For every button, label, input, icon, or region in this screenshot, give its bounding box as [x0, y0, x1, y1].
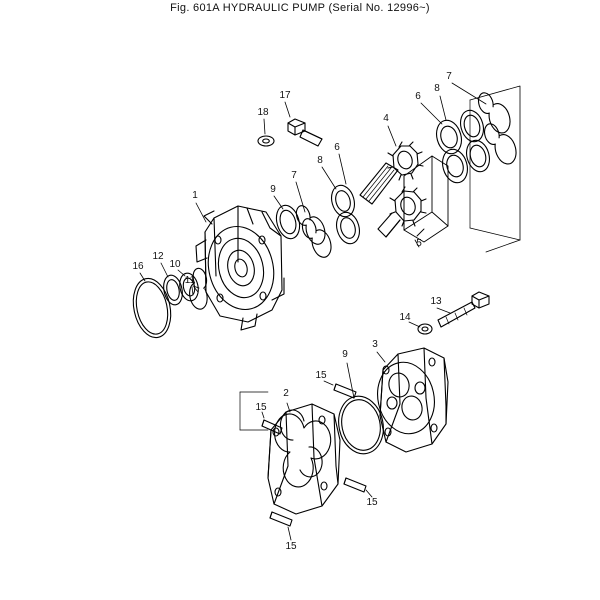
callout-10: 10	[169, 259, 181, 270]
callout-15-a: 15	[315, 370, 327, 381]
callout-18: 18	[257, 107, 269, 118]
callout-11: 11	[184, 275, 196, 286]
callout-12: 12	[152, 251, 164, 262]
callout-6-upper: 6	[415, 91, 421, 102]
callout-17: 17	[279, 90, 291, 101]
callout-9-lower: 9	[342, 349, 348, 360]
callout-6-left: 6	[334, 142, 340, 153]
figure-title: Fig. 601A HYDRAULIC PUMP (Serial No. 12996~)	[170, 2, 430, 14]
callout-7-upper: 7	[446, 71, 452, 82]
callout-15-d: 15	[285, 541, 297, 552]
callout-14: 14	[399, 312, 411, 323]
callout-15-b: 15	[255, 402, 267, 413]
callout-13: 13	[430, 296, 442, 307]
callout-15-c: 15	[366, 497, 378, 508]
callout-16: 16	[132, 261, 144, 272]
callout-2: 2	[283, 388, 289, 399]
callout-9-upper: 9	[270, 184, 276, 195]
callout-5: 5	[416, 238, 422, 249]
callout-8-left: 8	[317, 155, 323, 166]
callout-8-upper: 8	[434, 83, 440, 94]
callout-3: 3	[372, 339, 378, 350]
callout-7-left: 7	[291, 170, 297, 181]
callout-1: 1	[192, 190, 198, 201]
callout-4: 4	[383, 113, 389, 124]
